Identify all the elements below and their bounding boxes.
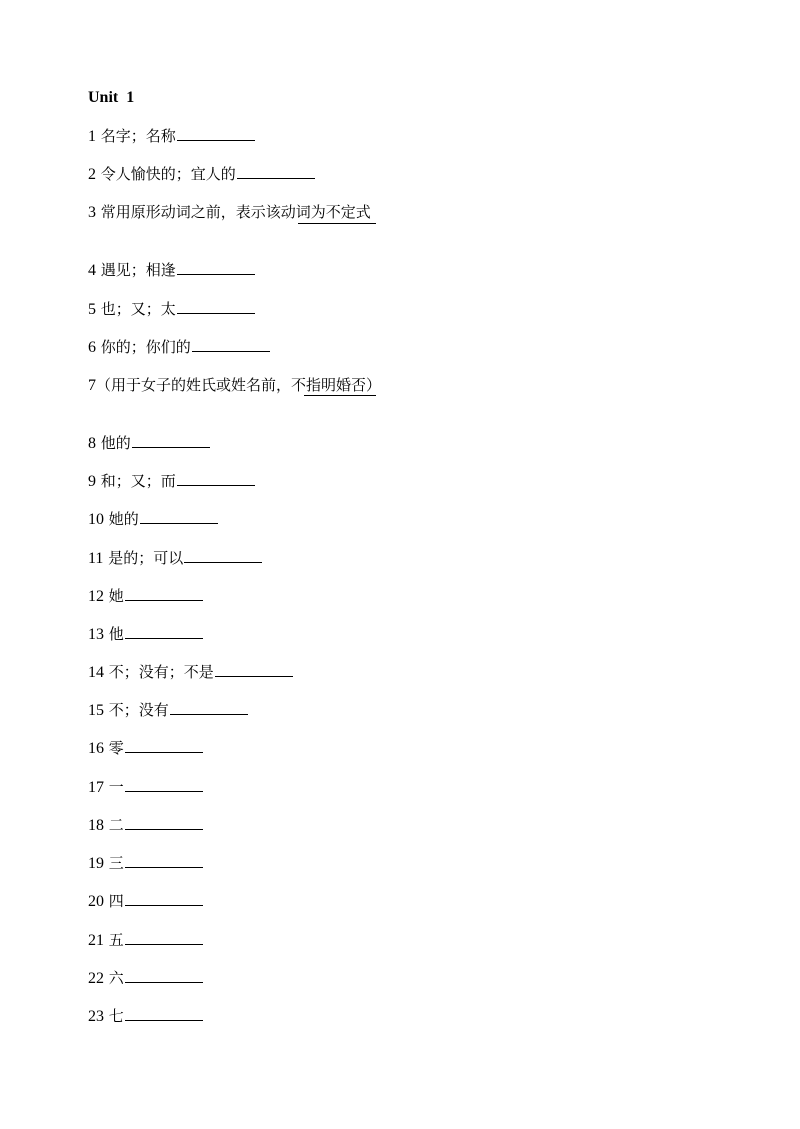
answer-blank[interactable] bbox=[125, 599, 203, 601]
item-number: 10 bbox=[88, 511, 104, 528]
answer-blank[interactable] bbox=[170, 713, 248, 715]
item-number: 14 bbox=[88, 664, 104, 681]
item-text: 不；没有；不是 bbox=[108, 663, 214, 681]
item-text: 也；又；太 bbox=[100, 300, 176, 318]
item-text: 她的 bbox=[108, 510, 139, 528]
answer-blank[interactable] bbox=[125, 790, 203, 792]
list-item bbox=[88, 509, 218, 530]
list-item bbox=[88, 700, 248, 721]
answer-blank[interactable] bbox=[125, 1019, 203, 1021]
item-text: 他 bbox=[108, 625, 124, 643]
item-number: 16 bbox=[88, 740, 104, 757]
answer-blank[interactable] bbox=[125, 943, 203, 945]
item-text: 七 bbox=[108, 1007, 124, 1025]
answer-blank[interactable] bbox=[184, 561, 262, 563]
item-number: 2 bbox=[88, 166, 96, 183]
item-text: 是的；可以 bbox=[108, 549, 184, 567]
list-item bbox=[88, 299, 255, 320]
item-text: 零 bbox=[108, 739, 124, 757]
answer-blank[interactable] bbox=[132, 446, 210, 448]
list-item bbox=[88, 260, 255, 281]
item-number: 17 bbox=[88, 779, 104, 796]
item-text: 她 bbox=[108, 587, 124, 605]
item-number: 12 bbox=[88, 588, 104, 605]
item-text: 一 bbox=[108, 778, 124, 796]
list-item bbox=[88, 891, 203, 912]
item-number: 7 bbox=[88, 377, 96, 394]
item-number: 23 bbox=[88, 1008, 104, 1025]
list-item bbox=[88, 433, 210, 454]
item-text: 二 bbox=[108, 816, 124, 834]
list-item bbox=[88, 853, 203, 874]
answer-blank[interactable] bbox=[125, 637, 203, 639]
item-number: 6 bbox=[88, 339, 96, 356]
list-item bbox=[88, 375, 381, 396]
item-text: 和；又；而 bbox=[100, 472, 176, 490]
item-number: 19 bbox=[88, 855, 104, 872]
item-number: 1 bbox=[88, 128, 96, 145]
answer-blank[interactable] bbox=[125, 751, 203, 753]
item-number: 13 bbox=[88, 626, 104, 643]
item-number: 15 bbox=[88, 702, 104, 719]
item-text: （用于女子的姓氏或姓名前，不指明婚否） bbox=[96, 376, 382, 394]
item-text: 常用原形动词之前，表示该动词为不定式 bbox=[100, 203, 371, 221]
answer-blank[interactable] bbox=[125, 981, 203, 983]
item-number: 22 bbox=[88, 970, 104, 987]
answer-blank[interactable] bbox=[298, 222, 376, 224]
answer-blank[interactable] bbox=[177, 484, 255, 486]
answer-blank[interactable] bbox=[215, 675, 293, 677]
item-text: 三 bbox=[108, 854, 124, 872]
item-number: 8 bbox=[88, 435, 96, 452]
item-number: 4 bbox=[88, 262, 96, 279]
answer-blank[interactable] bbox=[177, 273, 255, 275]
list-item bbox=[88, 126, 255, 147]
item-number: 3 bbox=[88, 204, 96, 221]
list-item bbox=[88, 337, 270, 358]
item-number: 20 bbox=[88, 893, 104, 910]
item-number: 21 bbox=[88, 932, 104, 949]
list-item bbox=[88, 164, 315, 185]
item-number: 11 bbox=[88, 550, 104, 567]
answer-blank[interactable] bbox=[192, 350, 270, 352]
item-number: 5 bbox=[88, 301, 96, 318]
item-text: 他的 bbox=[100, 434, 131, 452]
answer-blank[interactable] bbox=[177, 139, 255, 141]
list-item bbox=[88, 930, 203, 951]
item-number: 18 bbox=[88, 817, 104, 834]
unit-title: Unit 1 bbox=[88, 89, 135, 106]
list-item bbox=[88, 586, 203, 607]
list-item bbox=[88, 815, 203, 836]
item-text: 不；没有 bbox=[108, 701, 169, 719]
list-item bbox=[88, 1006, 203, 1027]
answer-blank[interactable] bbox=[140, 522, 218, 524]
answer-blank[interactable] bbox=[304, 394, 376, 396]
item-text: 五 bbox=[108, 931, 124, 949]
list-item bbox=[88, 968, 203, 989]
list-item bbox=[88, 662, 293, 683]
list-item bbox=[88, 548, 262, 569]
item-text: 你的；你们的 bbox=[100, 338, 191, 356]
item-text: 遇见；相逢 bbox=[100, 261, 176, 279]
answer-blank[interactable] bbox=[125, 866, 203, 868]
list-item bbox=[88, 738, 203, 759]
answer-blank[interactable] bbox=[125, 904, 203, 906]
item-text: 令人愉快的；宜人的 bbox=[100, 165, 236, 183]
answer-blank[interactable] bbox=[125, 828, 203, 830]
answer-blank[interactable] bbox=[177, 312, 255, 314]
list-item bbox=[88, 202, 371, 223]
item-text: 名字；名称 bbox=[100, 127, 176, 145]
list-item bbox=[88, 471, 255, 492]
list-item bbox=[88, 777, 203, 798]
item-text: 六 bbox=[108, 969, 124, 987]
item-number: 9 bbox=[88, 473, 96, 490]
item-text: 四 bbox=[108, 892, 124, 910]
list-item bbox=[88, 624, 203, 645]
answer-blank[interactable] bbox=[237, 177, 315, 179]
